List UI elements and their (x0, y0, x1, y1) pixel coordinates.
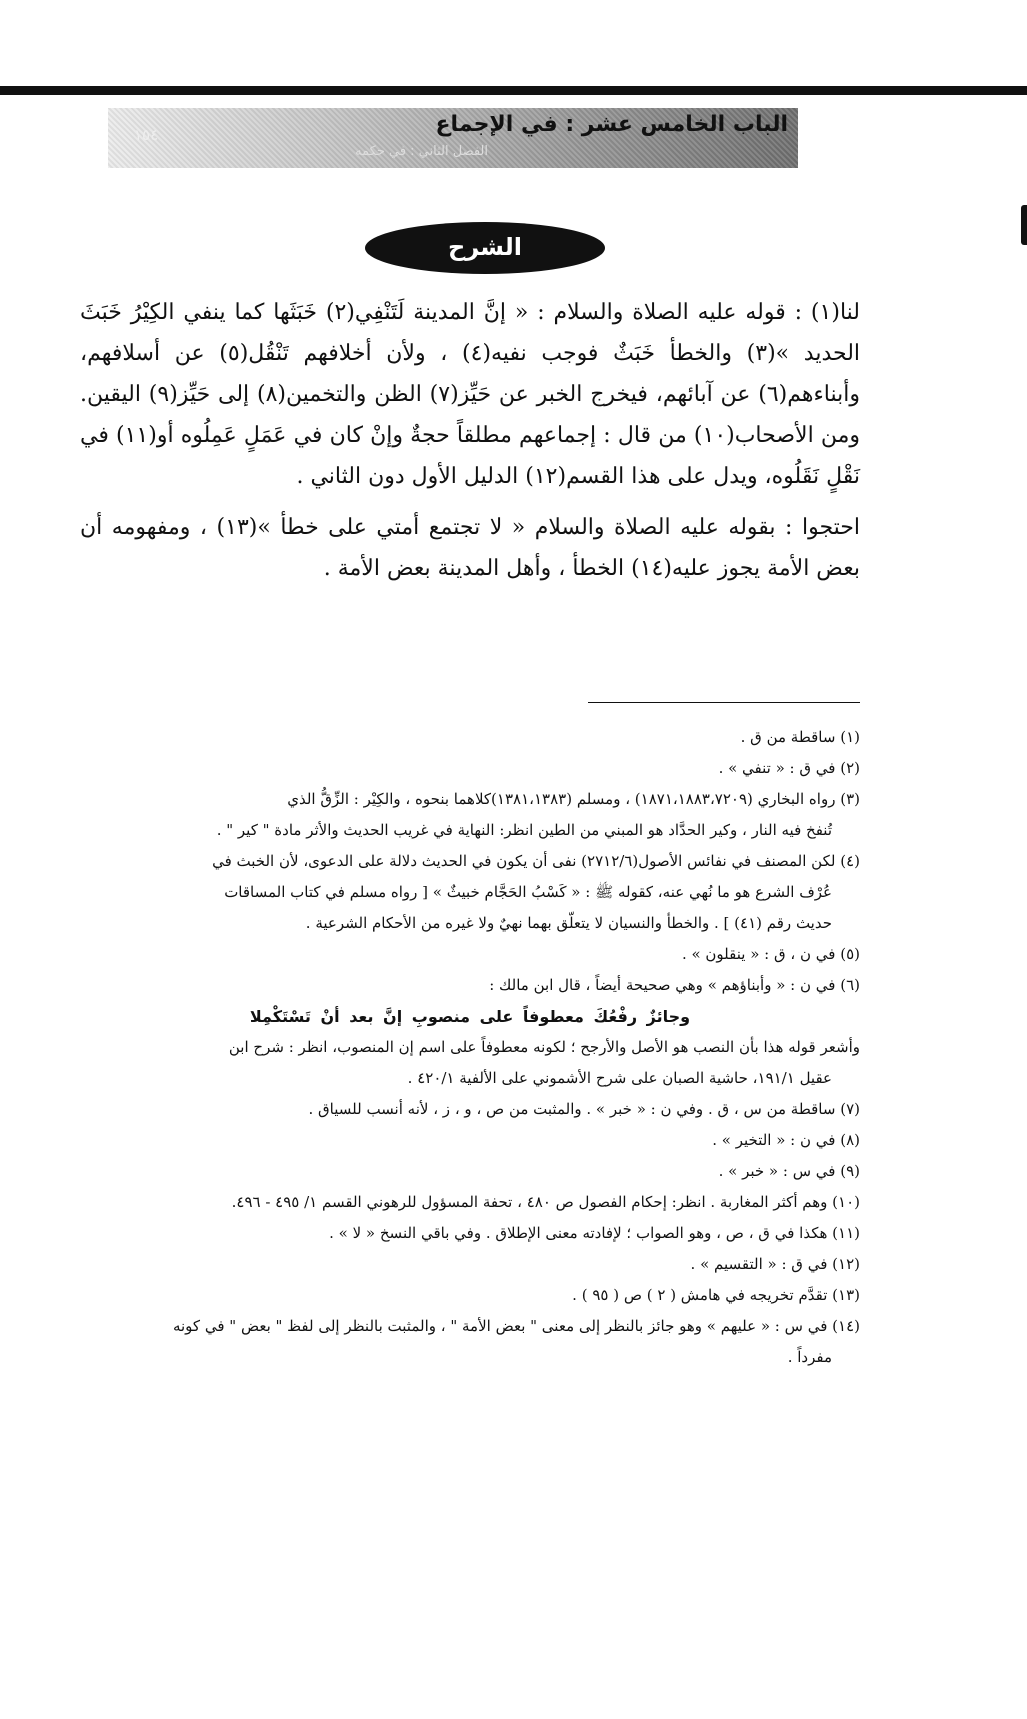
page-edge-mark (1021, 205, 1027, 245)
footnote: (١٤) في س : « عليهم » وهو جائز بالنظر إلى معنى " بعض الأمة " ، والمثبت بالنظر إلى لفظ " بعض " في كونه (172, 1317, 860, 1335)
footnote: (١٢) في ق : « التقسيم » . (690, 1255, 860, 1273)
text-line: نَقْلٍ نَقَلُوه، ويدل على هذا القسم(١٢) الدليل الأول دون الثاني . (296, 464, 860, 489)
text-line: لنا(١) : قوله عليه الصلاة والسلام : « إنَّ المدينة لَتَنْفِي(٢) خَبَثَها كما ينفي الكِيْرُ (130, 300, 860, 325)
page-number: ١٥٤ (134, 126, 159, 144)
footnote: (٥) في ن ، ق : « ينقلون » . (681, 945, 860, 963)
poetry-verse: وجائزٌ رفْعُكَ معطوفاً على منصوبِ إنَّ بعد أنْ تَسْتَكْمِلا (249, 1007, 691, 1026)
footnote-divider (588, 702, 860, 703)
top-rule (0, 86, 1027, 95)
footnote: (٨) في ن : « التخير » . (712, 1131, 860, 1149)
footnote: (٧) ساقطة من س ، ق . وفي ن : « خبر » . والمثبت من ص ، و ، ز ، لأنه أنسب للسياق . (308, 1100, 860, 1118)
commentary-body (80, 292, 860, 589)
text-line: خَبَثَ الحديد »(٣) والخطأ خَبَثٌ فوجب نفيه(٤) ، ولأن أخلافهم تَنْقُل(٥) عن أسلافهم، (80, 300, 861, 366)
footnote: (٩) في س : « خبر » . (718, 1162, 860, 1180)
footnote-continuation: مفرداً . (787, 1348, 832, 1366)
footnote: (١١) هكذا في ق ، ص ، وهو الصواب ؛ لإفادته معنى الإطلاق . وفي باقي النسخ « لا » . (329, 1224, 860, 1242)
text-line: ومن الأصحاب(١٠) من قال : إجماعهم مطلقاً حجةٌ وإنْ كان في عَمَلٍ عَمِلُوه أو(١١) في (80, 423, 861, 448)
paragraph (80, 292, 860, 497)
running-header (108, 108, 798, 168)
section-badge: الشرح (365, 222, 605, 274)
footnote-continuation: عقيل ١٩١/١، حاشية الصبان على شرح الأشموني على الألفية ٤٢٠/١ . (407, 1069, 832, 1087)
footnote-continuation: عُرْف الشرع هو ما نُهي عنه، كقوله ﷺ : « كَسْبُ الحَجَّام خبيثٌ » [ رواه مسلم في كتاب المساقات (224, 883, 832, 901)
text-line: وأبناءهم(٦) عن آبائهم، فيخرج الخبر عن حَيِّز(٧) الظن والتخمين(٨) إلى حَيِّز(٩) اليقين. (80, 382, 861, 407)
paragraph (80, 507, 860, 589)
text-line: أن بعض الأمة يجوز عليه(١٤) الخطأ ، وأهل المدينة بعض الأمة . (80, 515, 860, 581)
footnote-continuation: تُنفخ فيه النار ، وكير الحدَّاد هو المبني من الطين انظر: النهاية في غريب الحديث والأثر مادة " كير " . (216, 821, 832, 839)
text-line: احتجوا : بقوله عليه الصلاة والسلام « لا تجتمع أمتي على خطأ »(١٣) ، ومفهومه (111, 515, 861, 540)
footnote: (١٣) تقدَّم تخريجه في هامش ( ٢ ) ص ( ٩٥ ) . (572, 1286, 860, 1304)
chapter-title: الباب الخامس عشر : في الإجماع (435, 112, 788, 137)
footnote-continuation: حديث رقم (٤١) ] . والخطأ والنسيان لا يتعلّق بهما نهيٌ ولا غيره من الأحكام الشرعية . (305, 914, 832, 932)
footnote: (٦) في ن : « وأبناؤهم » وهي صحيحة أيضاً ، قال ابن مالك : (489, 976, 860, 994)
footnote: (٣) رواه البخاري (١٨٧١،١٨٨٣،٧٢٠٩) ، ومسلم (١٣٨١،١٣٨٣)كلاهما بنحوه ، والكِيْر : الزِّقُّ الذي (287, 790, 860, 808)
section-subtitle: الفصل الثاني : في حكمه (355, 144, 488, 159)
footnote: (١) ساقطة من ق . (740, 728, 860, 746)
footnote: (١٠) وهم أكثر المغاربة . انظر: إحكام الفصول ص ٤٨٠ ، تحفة المسؤول للرهوني القسم ١/ ٤٩٥ - ٤٩٦. (231, 1193, 860, 1211)
footnotes (80, 722, 860, 1373)
footnote: (٢) في ق : « تنفي » . (718, 759, 860, 777)
footnote: (٤) لكن المصنف في نفائس الأصول(٢٧١٢/٦) نفى أن يكون في الحديث دلالة على الدعوى، لأن الخبث في (212, 852, 860, 870)
footnote-continuation: وأشعر قوله هذا بأن النصب هو الأصل والأرجح ؛ لكونه معطوفاً على اسم إن المنصوب، انظر : شرح ابن (228, 1038, 860, 1056)
